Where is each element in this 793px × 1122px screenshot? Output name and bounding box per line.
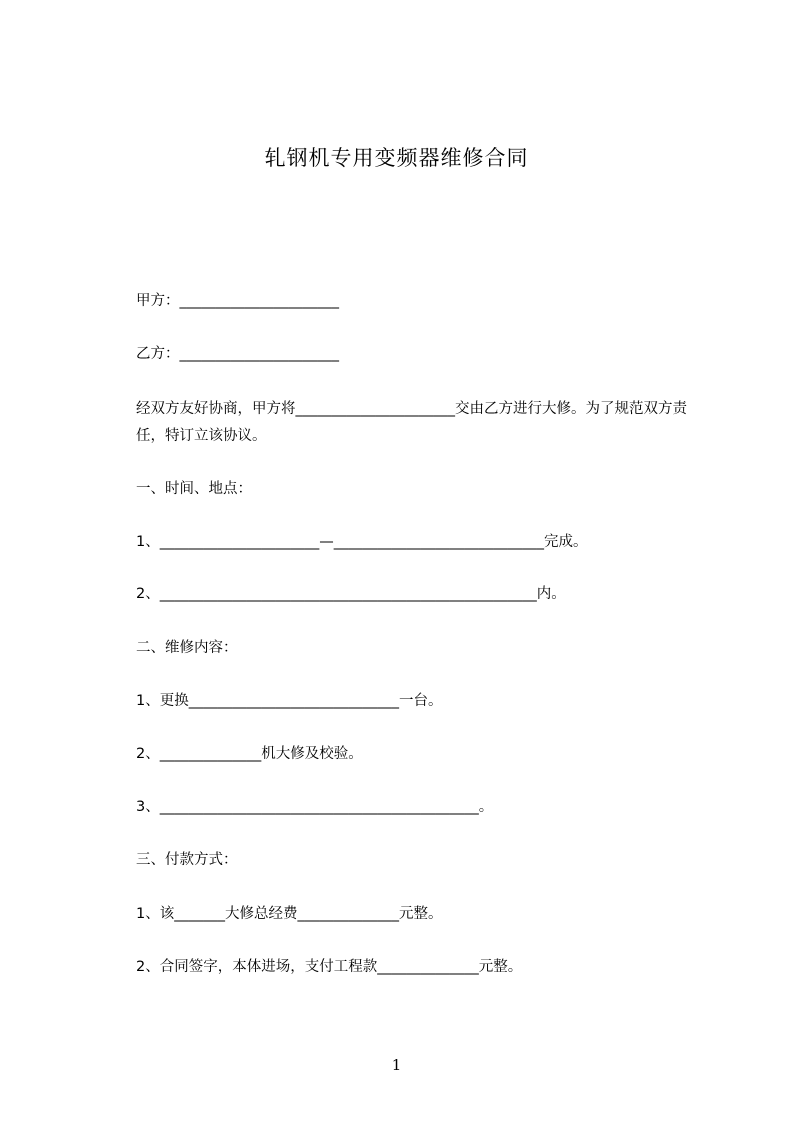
section2-heading: 二、维修内容：	[136, 640, 238, 656]
section1-item2: 2、____________________________________________________内。	[136, 586, 566, 602]
section2-item1: 1、更换_____________________________一台。	[136, 693, 443, 709]
section2-item3: 3、____________________________________________。	[136, 799, 494, 815]
section2-item2: 2、______________机大修及校验。	[136, 746, 363, 762]
intro-paragraph: 经双方友好协商，甲方将______________________交由乙方进行大修。为了规范双方责任，特订立该协议。	[136, 401, 687, 444]
section1-item1: 1、______________________—_____________________________完成。	[136, 534, 588, 550]
section3-item1: 1、该_______大修总经费______________元整。	[136, 906, 443, 922]
section3-heading: 三、付款方式：	[136, 852, 238, 868]
section3-item2: 2、合同签字，本体进场，支付工程款______________元整。	[136, 959, 523, 975]
section1-heading: 一、时间、地点：	[136, 481, 252, 497]
document-title: 轧钢机专用变频器维修合同	[264, 146, 529, 170]
party-b-line: 乙方：______________________	[136, 346, 339, 362]
party-a-line: 甲方：______________________	[136, 293, 339, 309]
page-number: 1	[391, 1056, 402, 1074]
